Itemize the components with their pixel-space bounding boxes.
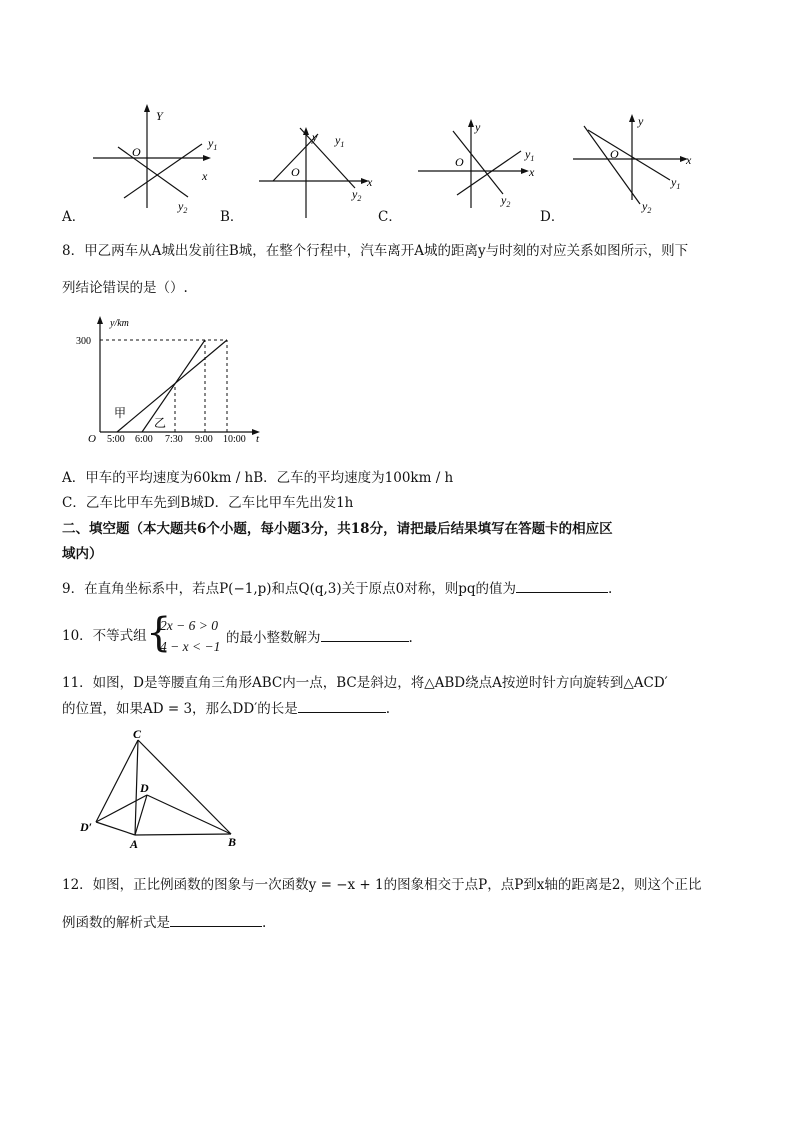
q8-chart-x-tick-600: 6:00 bbox=[135, 434, 153, 445]
graph-a-y2-label: $y_2$ bbox=[178, 199, 188, 215]
q11-segment-db bbox=[147, 795, 231, 834]
q11-line-1: 11．如图，D是等腰直角三角形ABC内一点，BC是斜边，将△ABD绕点A按逆时针方向旋转到△ACD′ bbox=[62, 675, 668, 691]
q9-end: . bbox=[608, 581, 613, 597]
q11-label-d: D bbox=[140, 781, 149, 795]
graph-a-y1-label: $y_1$ bbox=[208, 136, 218, 152]
q10-inequality-2: 4 − x < −1 bbox=[160, 639, 221, 654]
graph-d bbox=[570, 110, 700, 215]
q8-chart-series-jia bbox=[117, 340, 227, 432]
q12-answer-blank[interactable] bbox=[170, 912, 262, 927]
q11-label-dprime: D′ bbox=[80, 820, 93, 834]
q11-segment-cdp bbox=[96, 740, 138, 822]
option-b-label: B． bbox=[220, 209, 244, 225]
graph-a-x-axis-label: x bbox=[202, 169, 208, 183]
q8-chart-origin: O bbox=[88, 433, 96, 445]
q9-text: 9．在直角坐标系中，若点P(−1,p)和点Q(q,3)关于原点0对称，则pq的值为 bbox=[62, 581, 517, 597]
q11-segment-ca bbox=[135, 740, 138, 835]
graph-c bbox=[415, 114, 550, 212]
q8-chart-y-tick-300: 300 bbox=[76, 336, 91, 347]
q11-label-b: B bbox=[228, 835, 237, 849]
q8-options-ab: A．甲车的平均速度为60km / hB．乙车的平均速度为100km / h bbox=[62, 470, 454, 486]
graph-b bbox=[255, 124, 380, 220]
q8-chart-x-tick-500: 5:00 bbox=[107, 434, 125, 445]
q12-line-2 bbox=[62, 912, 266, 932]
graph-a bbox=[90, 100, 225, 218]
q8-chart-x-tick-730: 7:30 bbox=[165, 434, 183, 445]
q12-end: . bbox=[262, 915, 267, 931]
graph-b-x-axis-label: x bbox=[367, 175, 373, 189]
graph-b-y-axis-label: y bbox=[312, 130, 318, 144]
option-c-label: C． bbox=[378, 209, 402, 225]
graph-c-y-axis-label: y bbox=[475, 120, 481, 134]
option-a-label: A． bbox=[62, 209, 86, 225]
q11-segment-dpd bbox=[96, 795, 147, 822]
q10-brace: { bbox=[146, 610, 172, 656]
q8-chart-y-arrow bbox=[97, 316, 103, 324]
q10-tail bbox=[226, 627, 413, 647]
option-d-label: D． bbox=[540, 209, 565, 225]
graph-d-y1-label: $y_1$ bbox=[671, 175, 681, 191]
q11-answer-blank[interactable] bbox=[298, 698, 386, 713]
q10-end: . bbox=[408, 630, 413, 646]
q10-prefix: 10．不等式组 bbox=[62, 628, 147, 644]
q12-line-2-text: 例函数的解析式是 bbox=[62, 915, 170, 931]
q10-answer-blank[interactable] bbox=[321, 627, 409, 642]
graph-c-x-axis-label: x bbox=[529, 165, 535, 179]
q11-line-2 bbox=[62, 698, 390, 718]
q8-chart-xlabel: t bbox=[256, 433, 260, 445]
section-2-heading-line-1: 二、填空题（本大题共6个小题，每小题3分，共18分，请把最后结果填写在答题卡的相应区 bbox=[62, 521, 613, 537]
graph-b-y1-label: $y_1$ bbox=[335, 133, 345, 149]
q11-label-c: C bbox=[133, 728, 142, 741]
graph-b-origin-label: O bbox=[291, 165, 300, 179]
q11-line-2-text: 的位置，如果AD = 3，那么DD′的长是 bbox=[62, 701, 298, 717]
q8-chart-x-tick-1000: 10:00 bbox=[223, 434, 246, 445]
q11-figure bbox=[76, 728, 246, 850]
graph-d-x-axis-label: x bbox=[686, 153, 692, 167]
graph-d-origin-label: O bbox=[610, 147, 619, 161]
graph-c-y2-label: $y_2$ bbox=[501, 193, 511, 209]
graph-c-y1-label: $y_1$ bbox=[525, 147, 535, 163]
q12-line-1: 12．如图，正比例函数的图象与一次函数y = −x + 1的图象相交于点P，点P到x轴的距离是2，则这个正比 bbox=[62, 877, 702, 893]
section-2-heading-line-2: 域内） bbox=[62, 546, 103, 562]
q8-chart-series-jia-label: 甲 bbox=[114, 406, 127, 420]
q8-chart-ylabel: y/km bbox=[110, 318, 129, 329]
q9-answer-blank[interactable] bbox=[516, 578, 608, 593]
graph-c-origin-label: O bbox=[455, 155, 464, 169]
q10-suffix: 的最小整数解为 bbox=[226, 630, 321, 646]
graph-a-y-axis-label: Y bbox=[156, 109, 163, 123]
q11-segment-dpa bbox=[96, 822, 135, 835]
q8-chart-x-tick-900: 9:00 bbox=[195, 434, 213, 445]
graph-b-y2-label: $y_2$ bbox=[352, 187, 362, 203]
q11-segment-ab bbox=[135, 834, 231, 835]
graph-d-y-axis-label: y bbox=[638, 114, 644, 128]
q11-label-a: A bbox=[130, 837, 139, 850]
q11-end: . bbox=[385, 701, 391, 717]
q10-inequality-1: 2x − 6 > 0 bbox=[160, 618, 218, 633]
q9-question bbox=[62, 578, 612, 598]
q8-chart-series-yi-label: 乙 bbox=[154, 416, 167, 430]
graph-d-y2-label: $y_2$ bbox=[642, 199, 652, 215]
q8-chart bbox=[72, 310, 272, 450]
q8-chart-series-yi bbox=[142, 340, 205, 432]
q8-line-2: 列结论错误的是（）. bbox=[62, 280, 188, 296]
q8-line-1: 8．甲乙两车从A城出发前往B城，在整个行程中，汽车离开A城的距离y与时刻的对应关系如图所示，则下 bbox=[62, 243, 689, 259]
q11-segment-cb bbox=[138, 740, 231, 834]
q8-options-cd: C．乙车比甲车先到B城D．乙车比甲车先出发1h bbox=[62, 495, 354, 511]
graph-a-origin-label: O bbox=[132, 145, 141, 159]
